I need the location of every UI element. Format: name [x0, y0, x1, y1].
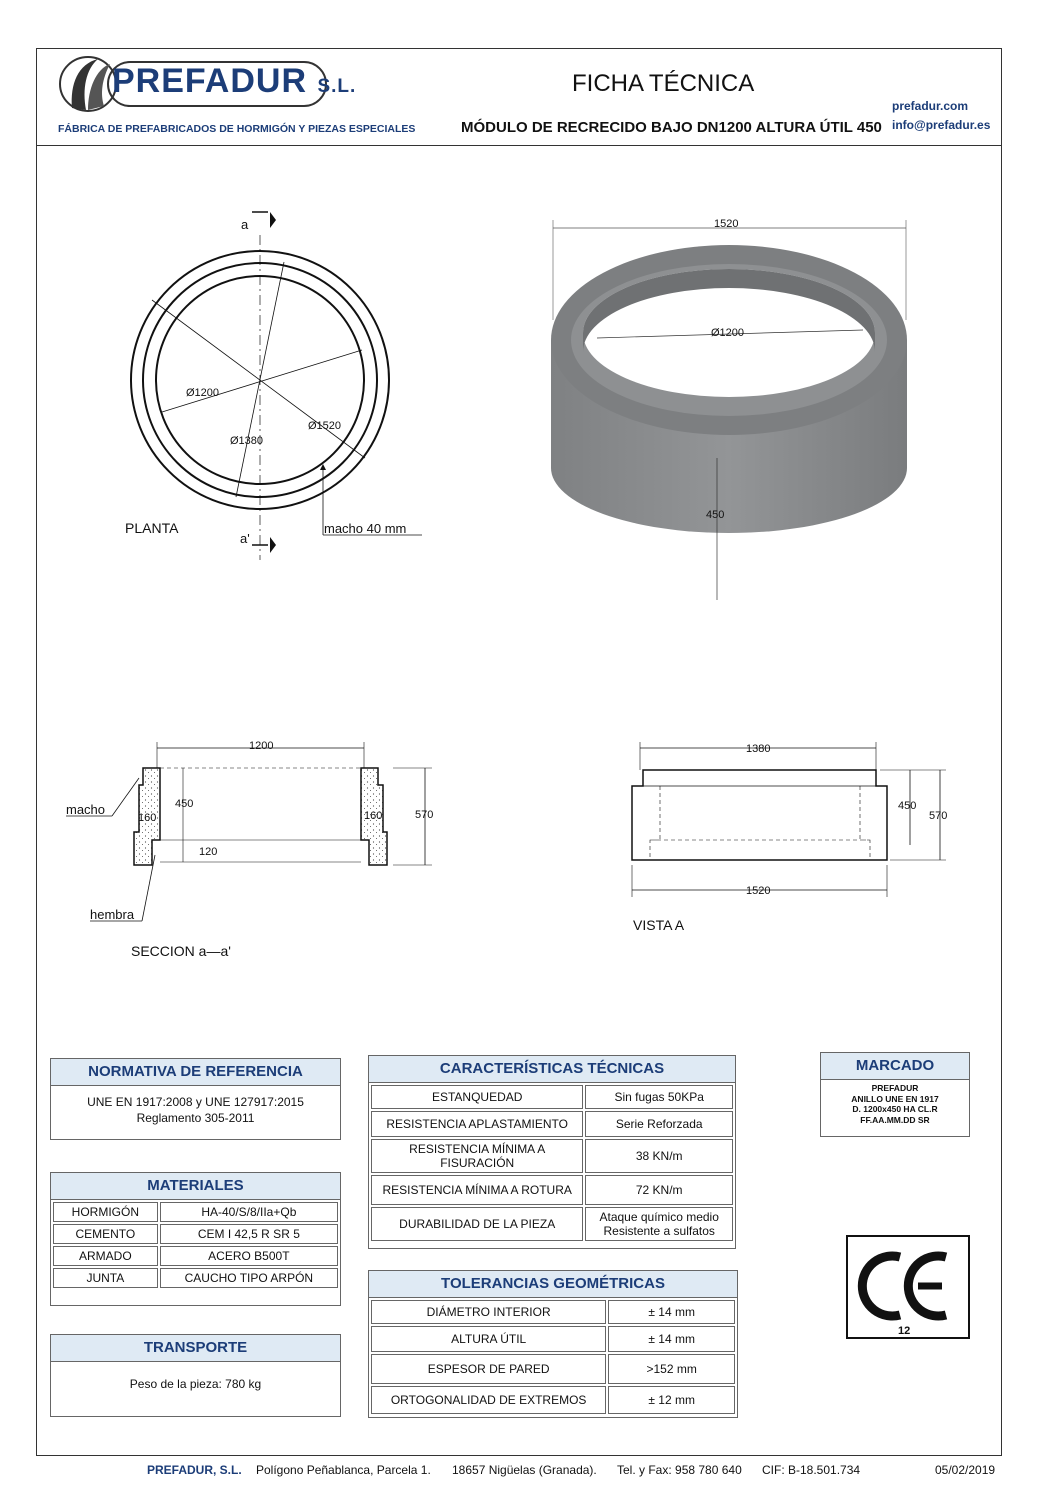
caracteristicas-key: ESTANQUEDAD [371, 1085, 583, 1109]
plan-outer-diameter: Ø1520 [308, 420, 342, 432]
materiales-key: JUNTA [53, 1268, 158, 1288]
view3d-height: 450 [706, 509, 725, 521]
durabilidad-line1: Ataque químico medio [599, 1210, 719, 1224]
tolerancias-key: DIÁMETRO INTERIOR [371, 1300, 606, 1324]
tolerancias-box [368, 1270, 738, 1418]
product-title: MÓDULO DE RECRECIDO BAJO DN1200 ALTURA ÚTIL 450 [461, 119, 882, 136]
section-hembra-label: hembra [90, 907, 135, 922]
table-row [371, 1175, 733, 1205]
vista-h-util: 450 [898, 800, 917, 812]
table-row [371, 1326, 735, 1352]
footer-address: Polígono Peñablanca, Parcela 1. [256, 1463, 431, 1477]
vista-label: VISTA A [633, 917, 685, 933]
materiales-title: MATERIALES [51, 1173, 340, 1200]
tolerancias-value: ± 12 mm [608, 1386, 735, 1414]
plan-section-top: a [241, 217, 249, 232]
plan-inner-diameter: Ø1200 [186, 387, 220, 399]
table-row [371, 1300, 735, 1324]
transporte-text: Peso de la pieza: 780 kg [129, 1377, 262, 1391]
table-row [53, 1202, 338, 1222]
marcado-line: D. 1200x450 HA CL.R [852, 1104, 938, 1114]
company-tagline: FÁBRICA DE PREFABRICADOS DE HORMIGÓN Y PIEZAS ESPECIALES [58, 123, 416, 135]
caracteristicas-key: RESISTENCIA MÍNIMA A ROTURA [371, 1175, 583, 1205]
company-wordmark: PREFADUR S.L. [112, 62, 357, 100]
footer-phone: Tel. y Fax: 958 780 640 [617, 1463, 742, 1477]
marcado-line: FF.AA.MM.DD SR [860, 1114, 930, 1125]
materiales-value: ACERO B500T [160, 1246, 338, 1266]
marcado-line: PREFADUR [871, 1083, 919, 1093]
section-wall-left: 160 [138, 812, 157, 824]
page-title: FICHA TÉCNICA [572, 70, 755, 97]
plan-macho-note: macho 40 mm [324, 521, 407, 536]
table-row [53, 1246, 338, 1266]
section-h-util: 450 [175, 798, 194, 810]
caracteristicas-value [585, 1207, 733, 1241]
table-row [371, 1207, 733, 1241]
tolerancias-table [369, 1298, 737, 1416]
tolerancias-key: ESPESOR DE PARED [371, 1354, 606, 1384]
tolerancias-value: ± 14 mm [608, 1326, 735, 1352]
durabilidad-line2: Resistente a sulfatos [603, 1224, 715, 1238]
section-wall-right: 160 [364, 810, 383, 822]
tolerancias-key: ALTURA ÚTIL [371, 1326, 606, 1352]
tolerancias-key: ORTOGONALIDAD DE EXTREMOS [371, 1386, 606, 1414]
view3d-inner: Ø1200 [711, 327, 745, 339]
caracteristicas-key: RESISTENCIA APLASTAMIENTO [371, 1111, 583, 1137]
tolerancias-value: >152 mm [608, 1354, 735, 1384]
caracteristicas-box [368, 1055, 736, 1249]
section-base: 120 [199, 846, 218, 858]
table-row [371, 1111, 733, 1137]
ce-mark-icon [848, 1237, 968, 1337]
table-row [53, 1224, 338, 1244]
plan-mid-diameter: Ø1380 [230, 435, 264, 447]
materiales-value: HA-40/S/8/IIa+Qb [160, 1202, 338, 1222]
plan-section-bottom: a' [240, 531, 250, 546]
section-h-total: 570 [415, 809, 434, 821]
caracteristicas-title: CARACTERÍSTICAS TÉCNICAS [369, 1056, 735, 1083]
normativa-line2: Reglamento 305-2011 [136, 1111, 255, 1125]
materiales-key: CEMENTO [53, 1224, 158, 1244]
caracteristicas-value: Sin fugas 50KPa [585, 1085, 733, 1109]
table-row [371, 1085, 733, 1109]
marcado-line: ANILLO UNE EN 1917 [851, 1093, 939, 1104]
materiales-value: CAUCHO TIPO ARPÓN [160, 1268, 338, 1288]
caracteristicas-key: DURABILIDAD DE LA PIEZA [371, 1207, 583, 1241]
ring-3d-view [551, 220, 907, 600]
table-row [371, 1354, 735, 1384]
email-link[interactable]: info@prefadur.es [892, 118, 991, 132]
caracteristicas-value: Serie Reforzada [585, 1111, 733, 1137]
vista-h-total: 570 [929, 810, 948, 822]
vista-bottom-dim: 1520 [746, 885, 771, 897]
materiales-key: HORMIGÓN [53, 1202, 158, 1222]
footer-city: 18657 Nigüelas (Granada). [452, 1463, 597, 1477]
plan-view [131, 212, 422, 560]
caracteristicas-table [369, 1083, 735, 1243]
tolerancias-title: TOLERANCIAS GEOMÉTRICAS [369, 1271, 737, 1298]
view3d-width: 1520 [714, 218, 739, 230]
materiales-table [51, 1200, 340, 1290]
section-macho-label: macho [66, 802, 106, 817]
caracteristicas-value: 38 KN/m [585, 1139, 733, 1173]
ce-number: 12 [898, 1325, 911, 1337]
normativa-title: NORMATIVA DE REFERENCIA [51, 1059, 340, 1086]
table-row [53, 1268, 338, 1288]
vista-top-dim: 1380 [746, 743, 771, 755]
normativa-box [50, 1058, 341, 1140]
footer-cif: CIF: B-18.501.734 [762, 1463, 861, 1477]
marcado-box [820, 1052, 970, 1137]
plan-label: PLANTA [125, 520, 179, 536]
transporte-title: TRANSPORTE [51, 1335, 340, 1362]
materiales-box [50, 1172, 341, 1306]
website-link[interactable]: prefadur.com [892, 99, 969, 113]
normativa-line1: UNE EN 1917:2008 y UNE 127917:2015 [87, 1095, 304, 1109]
table-row [371, 1386, 735, 1414]
elevation-view [632, 742, 946, 897]
footer-date: 05/02/2019 [935, 1463, 996, 1477]
caracteristicas-value: 72 KN/m [585, 1175, 733, 1205]
section-view [66, 742, 432, 921]
materiales-value: CEM I 42,5 R SR 5 [160, 1224, 338, 1244]
section-top-dim: 1200 [249, 740, 274, 752]
materiales-key: ARMADO [53, 1246, 158, 1266]
marcado-title: MARCADO [821, 1053, 969, 1080]
table-row [371, 1139, 733, 1173]
caracteristicas-key: RESISTENCIA MÍNIMA A FISURACIÓN [371, 1139, 583, 1173]
transporte-box [50, 1334, 341, 1417]
footer-company: PREFADUR, S.L. [147, 1463, 242, 1477]
section-label: SECCION a—a' [131, 943, 231, 959]
tolerancias-value: ± 14 mm [608, 1300, 735, 1324]
ce-mark-box [846, 1235, 970, 1339]
elevation-outline [632, 770, 887, 860]
